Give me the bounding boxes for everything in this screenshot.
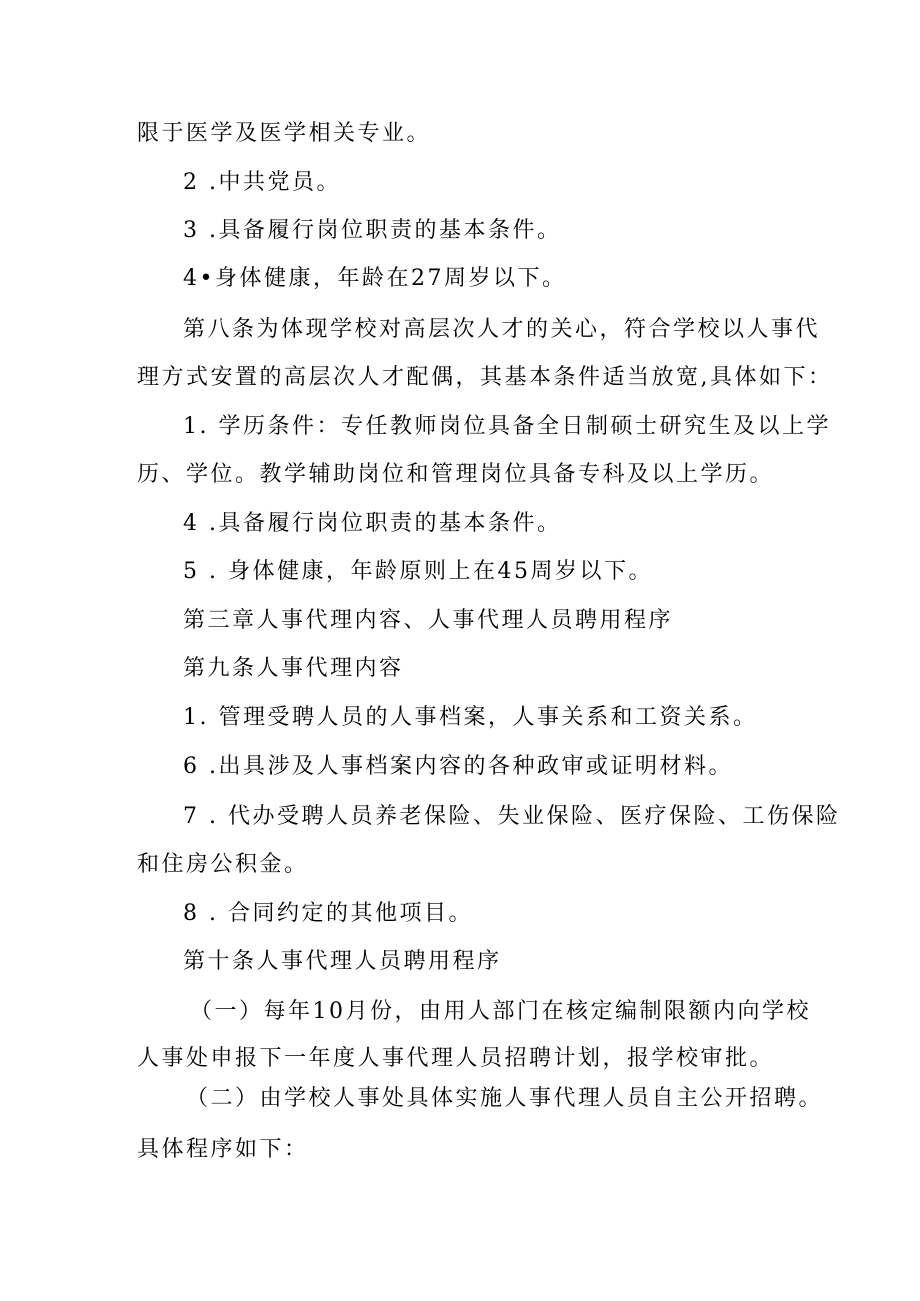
text-line: （一）每年10月份，由用人部门在核定编制限额内向学校 bbox=[190, 999, 811, 1024]
text-line: 5 . 身体健康，年龄原则上在45周岁以下。 bbox=[183, 559, 653, 584]
text-line: 4•身体健康，年龄在27周岁以下。 bbox=[183, 266, 567, 291]
text-line: （二）由学校人事处具体实施人事代理人员自主公开招聘。 bbox=[186, 1086, 824, 1111]
text-line: 具体程序如下： bbox=[137, 1137, 309, 1162]
text-line: 理方式安置的高层次人才配偶，其基本条件适当放宽,具体如下： bbox=[137, 365, 833, 390]
text-line: 1. 管理受聘人员的人事档案，人事关系和工资关系。 bbox=[183, 705, 758, 730]
text-line: 6 .出具涉及人事档案内容的各种政审或证明材料。 bbox=[183, 754, 733, 779]
chapter-heading: 第三章人事代理内容、人事代理人员聘用程序 bbox=[183, 608, 674, 633]
article-heading: 第九条人事代理内容 bbox=[183, 656, 404, 681]
text-line: 限于医学及医学相关专业。 bbox=[137, 121, 432, 146]
text-line: 1. 学历条件：专任教师岗位具备全日制硕士研究生及以上学 bbox=[183, 414, 831, 439]
text-line: 4 .具备履行岗位职责的基本条件。 bbox=[183, 511, 562, 536]
article-heading: 第十条人事代理人员聘用程序 bbox=[183, 949, 502, 974]
text-line: 3 .具备履行岗位职责的基本条件。 bbox=[183, 218, 562, 243]
text-line: 2 .中共党员。 bbox=[183, 170, 341, 195]
text-line: 历、学位。教学辅助岗位和管理岗位具备专科及以上学历。 bbox=[137, 462, 775, 487]
text-line: 第八条为体现学校对高层次人才的关心，符合学校以人事代 bbox=[183, 317, 821, 342]
text-line: 8 . 合同约定的其他项目。 bbox=[183, 901, 473, 926]
text-line: 人事处申报下一年度人事代理人员招聘计划，报学校审批。 bbox=[137, 1046, 775, 1071]
text-line: 和住房公积金。 bbox=[137, 852, 309, 877]
text-line: 7 . 代办受聘人员养老保险、失业保险、医疗保险、工伤保险 bbox=[183, 804, 841, 829]
